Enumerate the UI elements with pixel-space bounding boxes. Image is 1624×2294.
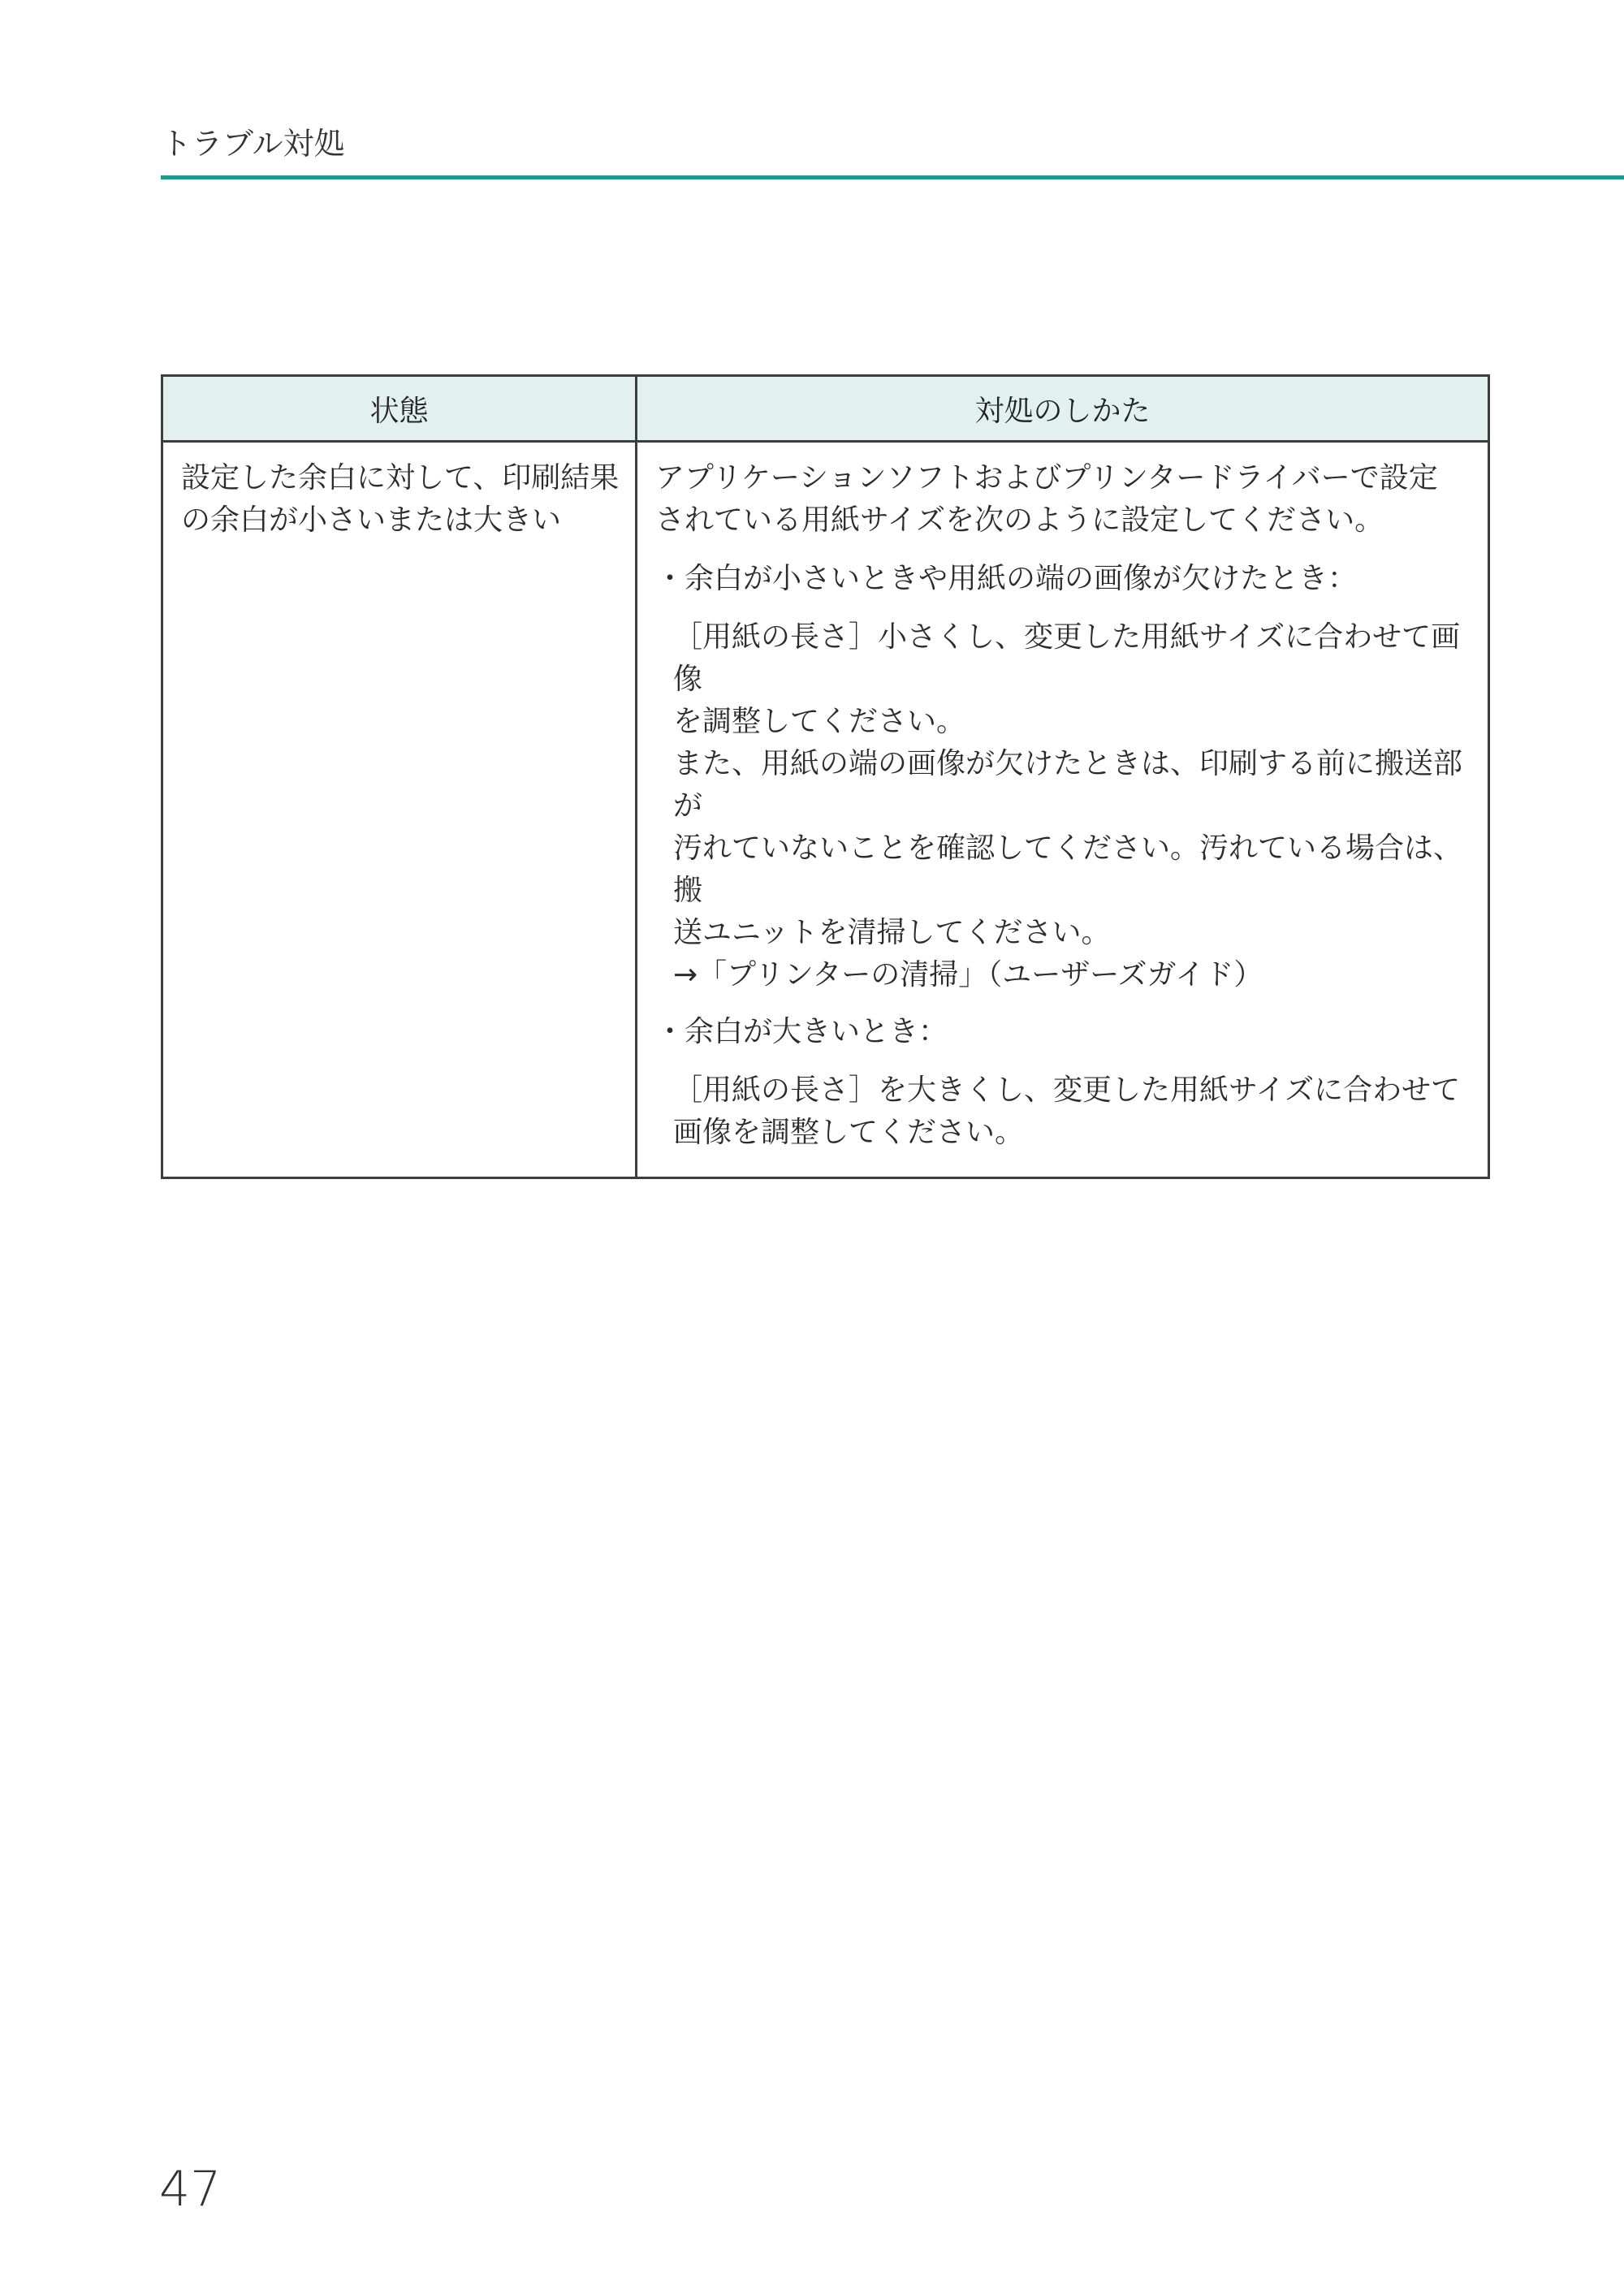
remedy-intro <box>655 457 1473 542</box>
bullet-small-margin-detail <box>655 616 1473 996</box>
detail-line: を調整してください。 <box>673 705 966 738</box>
state-line: 設定した余白に対して、印刷結果 <box>181 461 620 495</box>
detail-line: また、用紙の端の画像が欠けたときは、印刷する前に搬送部が <box>673 747 1463 823</box>
bullet-large-margin: ・余白が大きいとき： <box>655 1015 948 1048</box>
troubleshooting-table <box>161 374 1490 1179</box>
column-header-remedy: 対処のしかた <box>637 376 1489 442</box>
detail-line: ［用紙の長さ］を大きくし、変更した用紙サイズに合わせて <box>673 1074 1461 1107</box>
remedy-cell <box>637 442 1489 1178</box>
column-header-state: 状態 <box>162 376 637 442</box>
table-row <box>162 442 1489 1178</box>
detail-line: 画像を調整してください。 <box>673 1116 1025 1149</box>
remedy-intro-line: されている用紙サイズを次のように設定してください。 <box>655 503 1384 537</box>
detail-line: 送ユニットを清掃してください。 <box>673 916 1111 949</box>
bullet-large-margin-detail <box>655 1069 1473 1154</box>
cross-reference-link: →「プリンターの清掃」（ユーザーズガイド） <box>673 958 1263 991</box>
page-number: 47 <box>159 2161 222 2218</box>
section-title: トラブル対処 <box>161 126 345 162</box>
detail-line: 汚れていないことを確認してください。汚れている場合は、搬 <box>673 832 1463 907</box>
table-header-row <box>162 376 1489 442</box>
state-line: の余白が小さいまたは大きい <box>181 503 562 537</box>
remedy-intro-line: アプリケーションソフトおよびプリンタードライバーで設定 <box>655 461 1438 495</box>
header-rule <box>161 175 1624 179</box>
state-cell <box>162 442 637 1178</box>
bullet-small-margin: ・余白が小さいときや用紙の端の画像が欠けたとき： <box>655 562 1358 595</box>
detail-line: ［用紙の長さ］小さくし、変更した用紙サイズに合わせて画像 <box>673 620 1461 696</box>
